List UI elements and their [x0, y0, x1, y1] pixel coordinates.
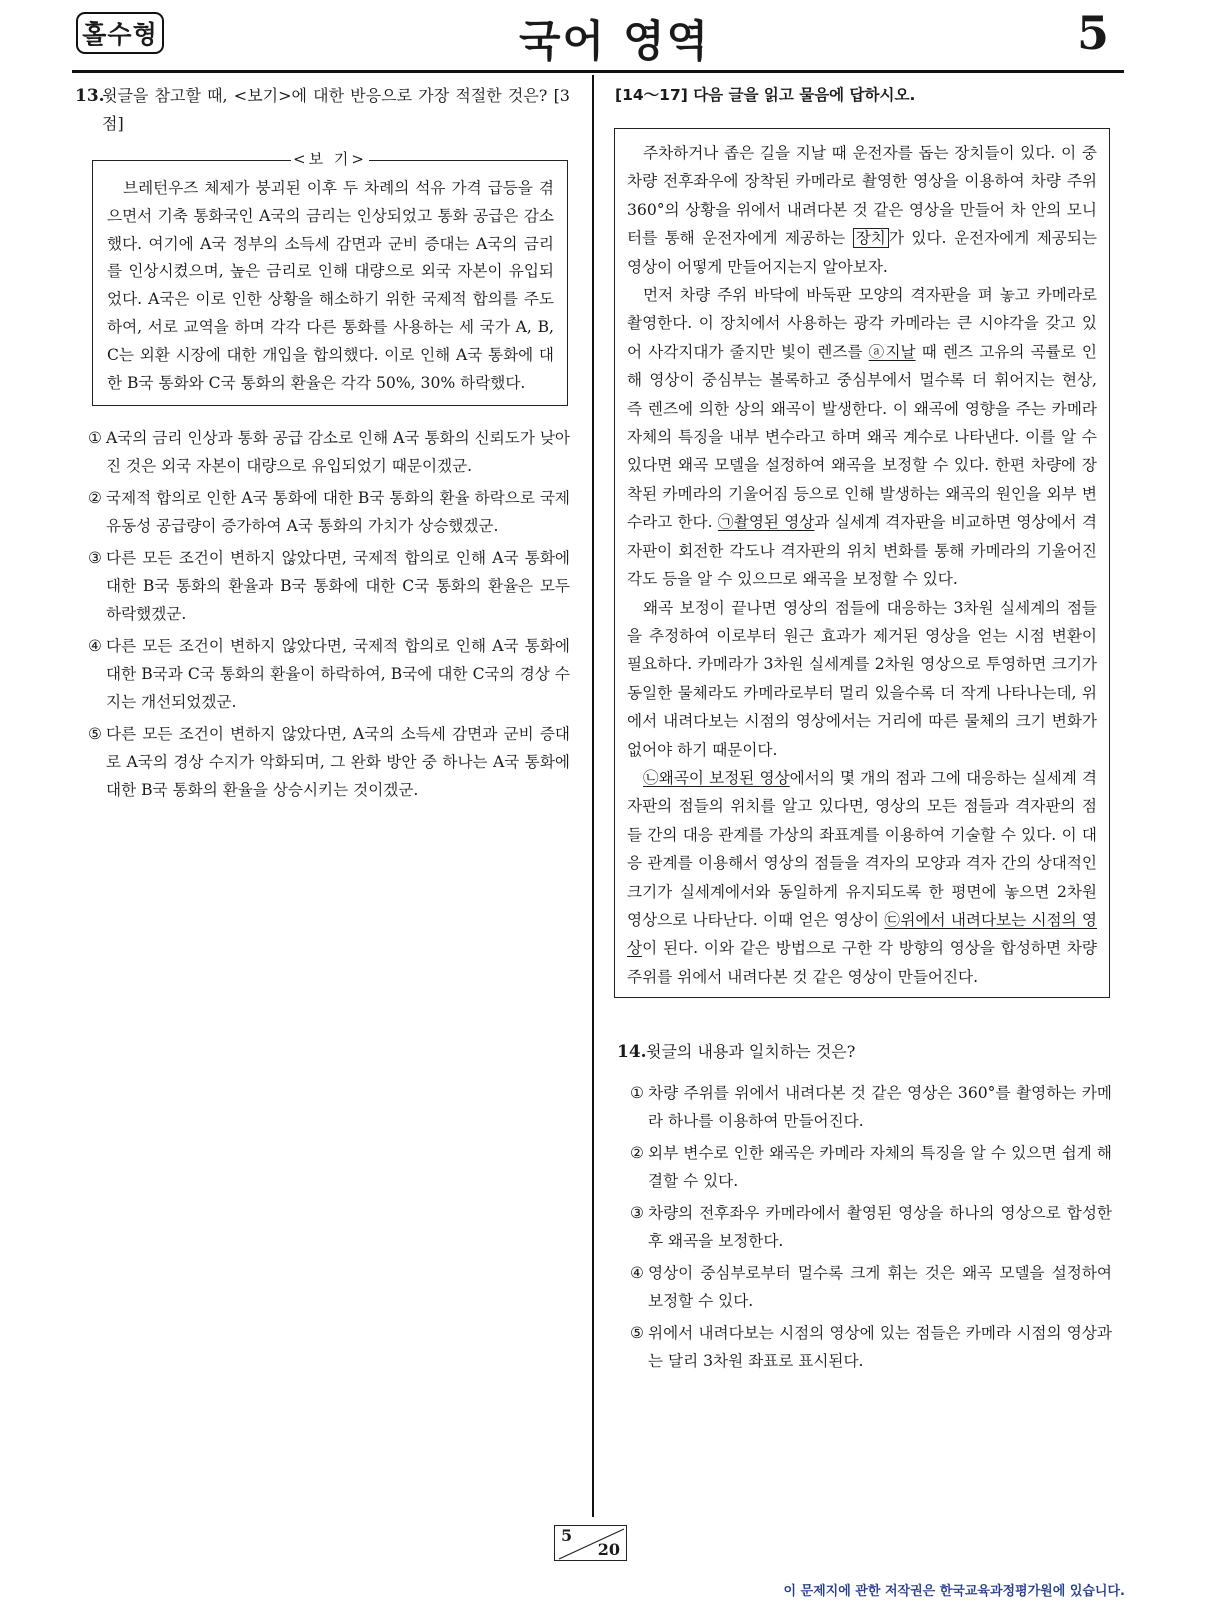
question-14	[614, 1038, 1112, 1375]
choice-marker: ③	[88, 549, 102, 568]
choice-marker: ⑤	[88, 725, 102, 744]
passage-text: 과 실세계 격자판을 비교하면 영상에서 격자판이 회전한 각도나 격자판의 위치 변화를 통해 카메라의 기울어진 각도 등을 알 수 있으므로 왜곡을 보정할 수 있다.	[627, 513, 1097, 589]
choice-list	[72, 424, 570, 804]
choice-text: 다른 모든 조건이 변하지 않았다면, 국제적 합의로 인해 A국 통화에 대한 B국 통화의 환율과 B국 통화에 대한 C국 통화의 환율은 모두 하락했겠군.	[106, 549, 570, 624]
passage-paragraph-2	[627, 281, 1097, 593]
choice-text: A국의 금리 인상과 통화 공급 감소로 인해 A국 통화의 신뢰도가 낮아진 것은 외국 자본이 대량으로 유입되었기 때문이겠군.	[106, 429, 570, 476]
choice-1[interactable]	[614, 1079, 1112, 1135]
question-14-stem	[614, 1038, 1112, 1066]
choice-text: 차량의 전후좌우 카메라에서 촬영된 영상을 하나의 영상으로 합성한 후 왜곡을 보정한다.	[648, 1204, 1112, 1251]
choice-5[interactable]	[614, 1319, 1112, 1375]
choice-marker: ④	[630, 1264, 644, 1283]
choice-2[interactable]	[614, 1139, 1112, 1195]
question-number: 13.	[75, 86, 105, 106]
passage-text: 이 된다. 이와 같은 방법으로 구한 각 방향의 영상을 합성하면 차량 주위를 위에서 내려다본 것 같은 영상이 만들어진다.	[627, 939, 1097, 986]
passage-text: 때 렌즈 고유의 곡률로 인해 영상이 중심부는 볼록하고 중심부에서 멀수록 더 휘어지는 현상, 즉 렌즈에 의한 상의 왜곡이 발생한다. 이 왜곡에 영향을 주는 카메라 자체의 특징을 내부 변수라고 하며 왜곡 계수로 나타낸다. 이를 알 수 있다면 왜곡 모델을 설정하여 왜곡을 보정할 수 있다. 한편 차량에 장착된 카메라의 기울어짐 등으로 인해 발생하는 왜곡의 원인을 외부 변수라고 한다.	[627, 342, 1097, 532]
choice-text: 다른 모든 조건이 변하지 않았다면, 국제적 합의로 인해 A국 통화에 대한 B국과 C국 통화의 환율이 하락하여, B국에 대한 C국의 경상 수지는 개선되었겠군.	[106, 637, 570, 712]
copyright-notice: 이 문제지에 관한 저작권은 한국교육과정평가원에 있습니다.	[783, 1584, 1125, 1599]
bogi-text: 브레턴우즈 체제가 붕괴된 이후 두 차례의 석유 가격 급등을 겪으면서 기축 통화국인 A국의 금리는 인상되었고 통화 공급은 감소했다. 여기에 A국 정부의 소득세 감면과 군비 증대는 A국의 금리를 인상시켰으며, 높은 금리로 인해 대량으로 외국 자본이 유입되었다. A국은 이로 인한 상황을 해소하기 위한 국제적 합의를 주도하여, 서로 교역을 하며 각각 다른 통화를 사용하는 세 국가 A, B, C는 외환 시장에 대한 개입을 합의했다. 이로 인해 A국 통화에 대한 B국 통화와 C국 통화의 환율은 각각 50%, 30% 하락했다.	[107, 179, 554, 392]
passage-text: 에서의 몇 개의 점과 그에 대응하는 실세계 격자판의 점들의 위치를 알고 있다면, 영상의 모든 점들과 격자판의 점들 간의 대응 관계를 가상의 좌표계를 이용하여 기술할 수 있다. 이 대응 관계를 이용해서 영상의 점들을 격자의 모양과 격자 간의 상대적인 크기가 실세계에서와 동일하게 유지되도록 한 평면에 놓으면 2차원 영상으로 나타난다. 이때 얻은 영상이	[627, 768, 1097, 929]
column-divider	[592, 75, 594, 1517]
header-page-number: 5	[1076, 6, 1109, 60]
choice-marker: ②	[88, 489, 102, 508]
choice-text: 다른 모든 조건이 변하지 않았다면, A국의 소득세 감면과 군비 증대로 A국의 경상 수지가 악화되며, 그 완화 방안 중 하나는 A국 통화에 대한 B국 통화의 환율을 상승시키는 것이겠군.	[106, 725, 571, 800]
underlined-phrase-2: ㉡왜곡이 보정된 영상	[643, 768, 790, 787]
passage-text: 주차하거나 좁은 길을 지날 때 운전자를 돕는 장치들이 있다. 이 중 차량 전후좌우에 장착된 카메라로 촬영한 영상을 이용하여 차량 주위 360°의 상황을 위에서 내려다본 것 같은 영상을 만들어 차 안의 모니터를 통해 운전자에게 제공하는	[627, 144, 1097, 248]
choice-4[interactable]	[614, 1259, 1112, 1315]
choice-text: 외부 변수로 인한 왜곡은 카메라 자체의 특징을 알 수 있으면 쉽게 해결할 수 있다.	[648, 1144, 1112, 1191]
choice-marker: ①	[88, 429, 102, 448]
choice-marker: ①	[630, 1084, 644, 1103]
choice-2[interactable]	[72, 484, 570, 540]
passage-paragraph-1	[627, 139, 1097, 281]
question-text: 윗글의 내용과 일치하는 것은?	[646, 1042, 856, 1062]
underlined-phrase-1: ㉠촬영된 영상	[717, 513, 815, 532]
question-13	[72, 82, 570, 808]
choice-3[interactable]	[614, 1199, 1112, 1255]
bogi-label: <보 기>	[93, 150, 567, 168]
total-pages: 20	[597, 1540, 620, 1559]
choice-5[interactable]	[72, 720, 570, 804]
passage-paragraph-3: 왜곡 보정이 끝나면 영상의 점들에 대응하는 3차원 실세계의 점들을 추정하여 이로부터 원근 효과가 제거된 영상을 얻는 시점 변환이 필요하다. 카메라가 3차원 실세계를 2차원 영상으로 투영하면 크기가 동일한 물체라도 카메라로부터 멀리 있을수록 더 작게 나타나는데, 위에서 내려다보는 시점의 영상에서는 거리에 따른 물체의 크기 변화가 없어야 하기 때문이다.	[627, 598, 1097, 759]
boxed-term: 장치	[853, 228, 889, 248]
underlined-phrase-3: ㉢위에서 내려다보는 시점의 영상	[627, 910, 1097, 958]
choice-3[interactable]	[72, 544, 570, 628]
bogi-box	[92, 150, 568, 406]
question-text: 윗글을 참고할 때, <보기>에 대한 반응으로 가장 적절한 것은? [3점]	[102, 86, 570, 133]
header-divider	[72, 70, 1124, 73]
choice-4[interactable]	[72, 632, 570, 716]
passage-text: 가 있다. 운전자에게 제공되는 영상이 어떻게 만들어지는지 알아보자.	[627, 229, 1097, 276]
choice-marker: ②	[630, 1144, 644, 1163]
question-number: 14.	[617, 1042, 647, 1063]
choice-marker: ③	[630, 1204, 644, 1223]
choice-list	[614, 1079, 1112, 1375]
passage-paragraph-4	[627, 764, 1097, 991]
choice-text: 차량 주위를 위에서 내려다본 것 같은 영상은 360°를 촬영하는 카메라 하나를 이용하여 만들어진다.	[648, 1084, 1112, 1131]
choice-text: 영상이 중심부로부터 멀수록 크게 휘는 것은 왜곡 모델을 설정하여 보정할 수 있다.	[648, 1264, 1112, 1311]
exam-type-badge: 홀수형	[76, 12, 164, 54]
passage-box	[614, 128, 1110, 998]
choice-1[interactable]	[72, 424, 570, 480]
passage-section	[614, 82, 1112, 1379]
choice-marker: ⑤	[630, 1324, 644, 1343]
subject-title: 국어 영역	[518, 17, 711, 67]
question-13-stem	[72, 82, 570, 138]
passage-text: 먼저 차량 주위 바닥에 바둑판 모양의 격자판을 펴 놓고 카메라로 촬영한다. 이 장치에서 사용하는 광각 카메라는 큰 시야각을 갖고 있어 사각지대가 줄지만 빛이 렌즈를	[627, 286, 1097, 361]
page-fraction-box	[554, 1525, 627, 1561]
choice-text: 국제적 합의로 인한 A국 통화에 대한 B국 통화의 환율 하락으로 국제 유동성 공급량이 증가하여 A국 통화의 가치가 상승했겠군.	[106, 489, 570, 536]
underlined-word-a: ⓐ지날	[868, 342, 916, 361]
current-page: 5	[561, 1526, 573, 1545]
passage-instruction: [14～17] 다음 글을 읽고 물음에 답하시오.	[615, 86, 916, 104]
choice-text: 위에서 내려다보는 시점의 영상에 있는 점들은 카메라 시점의 영상과는 달리 3차원 좌표로 표시된다.	[648, 1324, 1112, 1371]
choice-marker: ④	[88, 637, 102, 656]
